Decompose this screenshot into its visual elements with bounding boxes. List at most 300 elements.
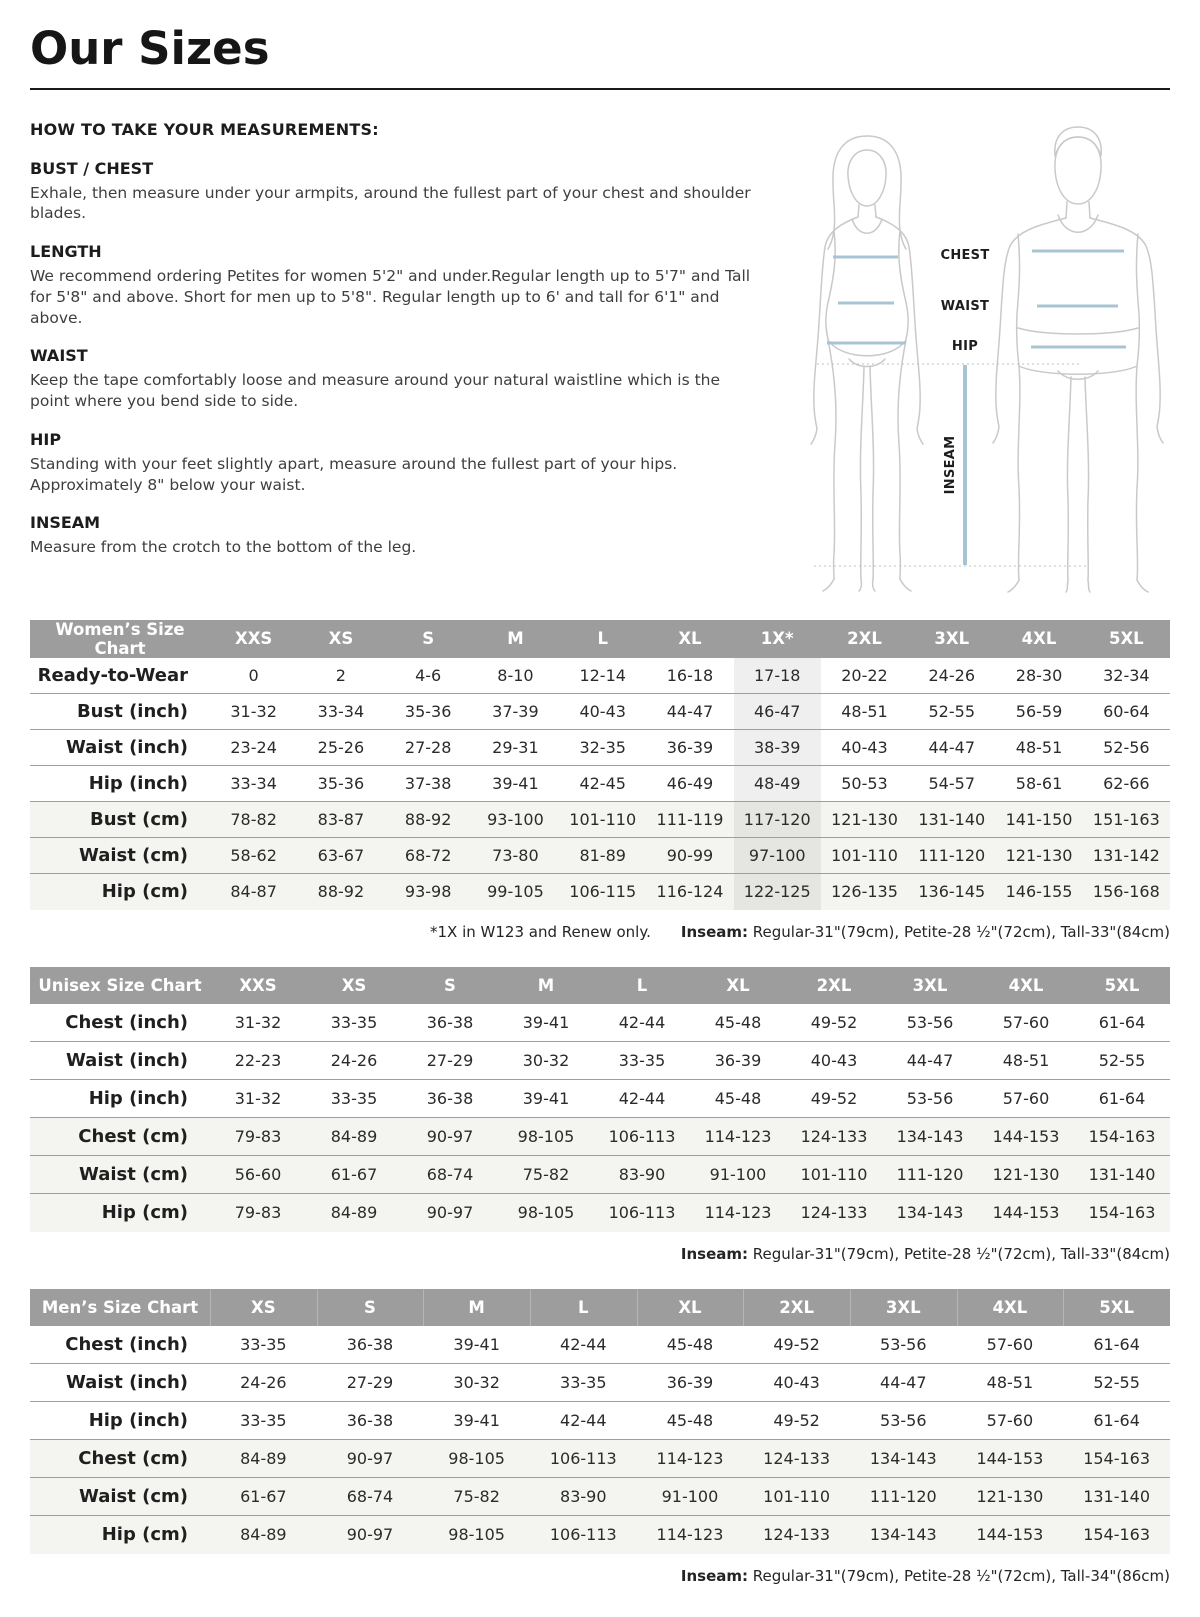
- size-cell: 39-41: [522, 1012, 570, 1032]
- inseam-note-values: Regular-31"(79cm), Petite-28 ½"(72cm), Tall-33"(84cm): [748, 1244, 1170, 1263]
- section-hip: [30, 430, 758, 496]
- size-cell: 106-113: [549, 1525, 617, 1545]
- column-header: S: [402, 967, 498, 1004]
- size-cell: 39-41: [492, 774, 539, 793]
- size-cell: 90-97: [426, 1127, 474, 1146]
- size-cell: 79-83: [234, 1127, 282, 1146]
- column-header: M: [498, 967, 594, 1004]
- table-row: [30, 1402, 1170, 1440]
- size-cell: 93-100: [487, 810, 544, 829]
- section-body: Standing with your feet slightly apart, measure around the fullest part of your hips. Approximately 8" below your waist.: [30, 454, 678, 494]
- size-cell: 134-143: [896, 1127, 964, 1146]
- size-cell: 84-87: [230, 882, 277, 902]
- size-cell: 48-51: [1002, 1051, 1050, 1070]
- size-cell: 39-41: [453, 1334, 500, 1354]
- table-header-row: [30, 620, 1170, 658]
- size-cell: 36-38: [346, 1334, 394, 1354]
- size-cell: 114-123: [656, 1449, 724, 1468]
- row-label: Waist (cm): [79, 1486, 188, 1507]
- size-cell: 45-48: [714, 1012, 762, 1032]
- size-cell: 101-110: [569, 810, 637, 829]
- mens-table-footnotes: [30, 1567, 1170, 1585]
- size-cell: 75-82: [522, 1165, 570, 1184]
- size-cell: 39-41: [522, 1089, 570, 1108]
- womens-size-chart-table: [30, 620, 1170, 910]
- column-header: S: [317, 1289, 424, 1326]
- size-cell: 33-35: [560, 1373, 607, 1392]
- size-cell: 81-89: [579, 846, 626, 865]
- size-cell: 121-130: [831, 810, 898, 829]
- row-label: Waist (cm): [79, 845, 188, 866]
- size-cell: 144-153: [992, 1203, 1060, 1223]
- size-cell: 101-110: [831, 846, 898, 865]
- size-cell: 32-35: [579, 738, 626, 757]
- size-cell: 101-110: [800, 1165, 868, 1184]
- inseam-note-label: Inseam:: [680, 922, 749, 941]
- table-row: [30, 658, 1170, 694]
- row-label: Chest (cm): [78, 1448, 188, 1469]
- size-cell: 90-97: [346, 1525, 394, 1545]
- size-cell: 24-26: [928, 665, 975, 685]
- table-row: [30, 874, 1170, 910]
- unisex-size-chart-table: [30, 967, 1170, 1232]
- table-title: Women’s Size Chart: [30, 620, 210, 658]
- section-heading: HIP: [30, 429, 62, 449]
- column-header: 1X*: [734, 620, 821, 658]
- size-cell: 68-72: [404, 846, 452, 865]
- size-cell: 50-53: [841, 774, 888, 793]
- size-cell: 151-163: [1092, 810, 1160, 829]
- size-cell: 61-64: [1098, 1012, 1146, 1032]
- section-body: We recommend ordering Petites for women 5'2" and under.Regular length up to 5'7" and Tall for 5'8" and above. Short for men up to 5'8". Regular length up to 6' and tall for 6'1" and above.: [30, 267, 751, 327]
- size-cell: 53-56: [906, 1089, 954, 1108]
- size-cell: 33-35: [240, 1334, 287, 1354]
- how-to-heading: HOW TO TAKE YOUR MEASUREMENTS:: [30, 119, 379, 139]
- size-cell: 61-64: [1098, 1089, 1146, 1108]
- size-cell: 111-120: [896, 1165, 964, 1184]
- womens-inseam-note: [681, 923, 1170, 941]
- size-cell: 141-150: [1005, 810, 1073, 829]
- table-row: [30, 1004, 1170, 1042]
- size-cell: 35-36: [317, 774, 365, 793]
- table-header-row: [30, 967, 1170, 1004]
- size-cell: 52-55: [928, 702, 975, 721]
- section-body: Measure from the crotch to the bottom of the leg.: [30, 538, 417, 557]
- size-cell: 144-153: [976, 1525, 1044, 1545]
- table-title: Men’s Size Chart: [30, 1289, 210, 1326]
- size-cell: 57-60: [1002, 1012, 1050, 1032]
- size-cell: 73-80: [492, 846, 539, 865]
- column-header: 4XL: [957, 1289, 1064, 1326]
- section-bust-chest: [30, 159, 758, 225]
- size-cell: 48-49: [734, 766, 821, 802]
- measurements-section: [30, 118, 1170, 598]
- size-cell: 156-168: [1092, 882, 1160, 902]
- size-cell: 29-31: [492, 738, 539, 757]
- waist-label: WAIST: [940, 298, 990, 314]
- size-cell: 54-57: [928, 774, 975, 793]
- size-cell: 12-14: [579, 665, 626, 685]
- size-cell: 78-82: [230, 810, 277, 829]
- hip-label: HIP: [951, 338, 979, 354]
- size-cell: 58-62: [230, 846, 277, 865]
- size-cell: 111-119: [656, 810, 724, 829]
- row-label: Bust (inch): [76, 701, 188, 722]
- size-cell: 97-100: [734, 838, 821, 874]
- size-cell: 62-66: [1103, 774, 1150, 793]
- size-cell: 84-89: [330, 1203, 378, 1223]
- inseam-note-values: Regular-31"(79cm), Petite-28 ½"(72cm), Tall-34"(86cm): [748, 1566, 1170, 1585]
- measurement-instructions: [30, 118, 758, 577]
- size-cell: 83-90: [560, 1487, 607, 1506]
- size-cell: 37-38: [404, 774, 452, 793]
- title-divider: [30, 88, 1170, 90]
- table-row: [30, 1080, 1170, 1118]
- row-label: Chest (inch): [65, 1011, 188, 1033]
- size-cell: 36-38: [346, 1411, 394, 1430]
- size-cell: 45-48: [666, 1334, 714, 1354]
- table-row: [30, 1118, 1170, 1156]
- column-header: L: [530, 1289, 637, 1326]
- size-cell: 36-39: [666, 738, 714, 757]
- size-cell: 52-55: [1093, 1373, 1140, 1392]
- table-row: [30, 1364, 1170, 1402]
- size-cell: 124-133: [800, 1203, 868, 1223]
- size-cell: 33-35: [330, 1089, 378, 1108]
- size-cell: 4-6: [415, 665, 442, 685]
- measurement-illustration: [770, 114, 1170, 598]
- size-cell: 144-153: [992, 1127, 1060, 1146]
- size-cell: 40-43: [773, 1373, 820, 1392]
- size-cell: 114-123: [704, 1127, 772, 1146]
- size-cell: 91-100: [709, 1165, 767, 1184]
- size-cell: 36-38: [426, 1012, 474, 1032]
- size-cell: 154-163: [1088, 1203, 1156, 1223]
- size-cell: 44-47: [906, 1051, 954, 1070]
- size-cell: 44-47: [666, 702, 714, 721]
- size-cell: 30-32: [453, 1373, 500, 1392]
- size-cell: 122-125: [734, 874, 821, 910]
- column-header: 4XL: [995, 620, 1082, 658]
- size-cell: 98-105: [448, 1449, 505, 1468]
- size-cell: 23-24: [230, 738, 277, 757]
- size-cell: 90-99: [666, 846, 714, 865]
- row-label: Chest (cm): [78, 1126, 188, 1147]
- size-cell: 36-39: [714, 1051, 762, 1070]
- size-cell: 40-43: [810, 1051, 858, 1070]
- size-cell: 28-30: [1015, 665, 1063, 685]
- size-cell: 42-44: [560, 1334, 607, 1354]
- size-cell: 24-26: [330, 1051, 378, 1070]
- row-label: Hip (cm): [101, 881, 188, 903]
- size-cell: 8-10: [497, 665, 534, 685]
- size-cell: 42-45: [579, 774, 626, 793]
- column-header: 5XL: [1083, 620, 1170, 658]
- size-cell: 27-29: [346, 1373, 394, 1392]
- mens-size-chart-table: [30, 1289, 1170, 1554]
- size-cell: 53-56: [906, 1012, 954, 1032]
- size-cell: 32-34: [1103, 665, 1150, 685]
- row-label: Waist (inch): [65, 737, 188, 758]
- size-cell: 44-47: [880, 1373, 927, 1392]
- column-header: XL: [646, 620, 733, 658]
- size-cell: 111-120: [869, 1487, 937, 1506]
- size-cell: 114-123: [704, 1203, 772, 1223]
- table-row: [30, 1440, 1170, 1478]
- size-cell: 44-47: [928, 738, 975, 757]
- size-cell: 48-51: [1015, 738, 1063, 757]
- size-cell: 52-56: [1103, 738, 1150, 757]
- size-cell: 101-110: [763, 1487, 831, 1506]
- column-header: M: [472, 620, 559, 658]
- table-row: [30, 1194, 1170, 1232]
- size-cell: 91-100: [661, 1487, 719, 1506]
- row-label: Waist (inch): [65, 1050, 188, 1071]
- row-label: Ready-to-Wear: [37, 664, 188, 686]
- column-header: 2XL: [786, 967, 882, 1004]
- row-label: Hip (inch): [88, 1088, 188, 1109]
- size-cell: 68-74: [426, 1165, 474, 1184]
- size-cell: 57-60: [986, 1334, 1034, 1354]
- size-cell: 61-67: [330, 1165, 378, 1184]
- row-label: Chest (inch): [65, 1333, 188, 1355]
- table-row: [30, 838, 1170, 874]
- size-cell: 2: [335, 665, 346, 685]
- inseam-note-values: Regular-31"(79cm), Petite-28 ½"(72cm), Tall-33"(84cm): [748, 922, 1170, 941]
- section-body: Exhale, then measure under your armpits, around the fullest part of your chest and shoulder blades.: [30, 183, 751, 223]
- size-cell: 90-97: [346, 1449, 394, 1468]
- column-header: L: [559, 620, 646, 658]
- column-header: 5XL: [1074, 967, 1170, 1004]
- size-cell: 24-26: [240, 1373, 287, 1392]
- column-header: XXS: [210, 620, 297, 658]
- size-cell: 17-18: [734, 658, 821, 694]
- row-label: Waist (inch): [65, 1372, 188, 1393]
- size-cell: 31-32: [234, 1012, 282, 1032]
- size-cell: 154-163: [1083, 1449, 1151, 1468]
- size-cell: 83-87: [317, 810, 365, 829]
- size-cell: 154-163: [1088, 1127, 1156, 1146]
- size-cell: 93-98: [404, 882, 452, 902]
- size-cell: 136-145: [918, 882, 986, 902]
- size-cell: 144-153: [976, 1449, 1044, 1468]
- size-cell: 111-120: [918, 846, 986, 865]
- column-header: XS: [210, 1289, 317, 1326]
- column-header: XL: [690, 967, 786, 1004]
- inseam-note-label: Inseam:: [680, 1566, 749, 1585]
- size-cell: 56-60: [234, 1165, 282, 1184]
- size-cell: 131-140: [1088, 1165, 1156, 1184]
- size-cell: 35-36: [404, 702, 452, 721]
- table-row: [30, 766, 1170, 802]
- size-cell: 61-67: [240, 1487, 287, 1506]
- size-cell: 154-163: [1083, 1525, 1151, 1545]
- table-title: Unisex Size Chart: [30, 967, 210, 1004]
- column-header: 2XL: [743, 1289, 850, 1326]
- section-heading: WAIST: [30, 346, 88, 366]
- size-cell: 42-44: [560, 1411, 607, 1430]
- size-cell: 57-60: [1002, 1089, 1050, 1108]
- size-cell: 20-22: [841, 665, 888, 685]
- size-cell: 16-18: [666, 665, 714, 685]
- column-header: 3XL: [850, 1289, 957, 1326]
- size-cell: 84-89: [330, 1127, 378, 1146]
- table-header-row: [30, 1289, 1170, 1326]
- size-cell: 48-51: [986, 1373, 1034, 1392]
- column-header: XS: [297, 620, 384, 658]
- size-cell: 124-133: [800, 1127, 868, 1146]
- size-cell: 146-155: [1005, 882, 1073, 902]
- size-cell: 46-49: [666, 774, 714, 793]
- section-body: Keep the tape comfortably loose and measure around your natural waistline which is the point where you bend side to side.: [30, 371, 721, 411]
- table-row: [30, 802, 1170, 838]
- size-cell: 57-60: [986, 1411, 1034, 1430]
- column-header: 5XL: [1063, 1289, 1170, 1326]
- size-cell: 83-90: [618, 1165, 666, 1184]
- size-cell: 49-52: [773, 1334, 820, 1354]
- inseam-note-label: Inseam:: [680, 1244, 749, 1263]
- size-cell: 75-82: [453, 1487, 500, 1506]
- size-cell: 68-74: [346, 1487, 394, 1506]
- table-row: [30, 1042, 1170, 1080]
- size-cell: 106-113: [549, 1449, 617, 1468]
- column-header: L: [594, 967, 690, 1004]
- size-cell: 49-52: [810, 1089, 858, 1108]
- size-cell: 124-133: [763, 1449, 831, 1468]
- column-header: XL: [637, 1289, 744, 1326]
- section-inseam: [30, 513, 758, 558]
- size-cell: 134-143: [869, 1525, 937, 1545]
- size-cell: 42-44: [618, 1089, 666, 1108]
- man-figure-outline: [993, 127, 1163, 592]
- column-header: 4XL: [978, 967, 1074, 1004]
- size-cell: 52-55: [1098, 1051, 1146, 1070]
- size-cell: 98-105: [517, 1203, 575, 1223]
- size-cell: 39-41: [453, 1411, 500, 1430]
- column-header: 2XL: [821, 620, 908, 658]
- mens-inseam-note: [681, 1567, 1170, 1585]
- size-cell: 126-135: [831, 882, 898, 902]
- size-cell: 61-64: [1093, 1334, 1140, 1354]
- size-cell: 121-130: [992, 1165, 1060, 1184]
- column-header: 3XL: [882, 967, 978, 1004]
- size-cell: 114-123: [656, 1525, 724, 1545]
- size-cell: 37-39: [492, 702, 539, 721]
- column-header: S: [385, 620, 472, 658]
- inseam-label: INSEAM: [943, 435, 958, 494]
- size-cell: 25-26: [317, 738, 365, 757]
- size-cell: 40-43: [841, 738, 888, 757]
- table-row: [30, 1156, 1170, 1194]
- size-cell: 45-48: [666, 1411, 714, 1430]
- row-label: Bust (cm): [90, 809, 188, 830]
- unisex-inseam-note: [681, 1245, 1170, 1263]
- size-cell: 99-105: [487, 882, 544, 902]
- row-label: Hip (inch): [88, 773, 188, 794]
- size-cell: 36-39: [666, 1373, 714, 1392]
- table-row: [30, 694, 1170, 730]
- size-cell: 33-35: [330, 1012, 378, 1032]
- chest-label: CHEST: [940, 247, 990, 263]
- size-cell: 131-140: [918, 810, 986, 829]
- size-cell: 53-56: [880, 1411, 927, 1430]
- column-header: XXS: [210, 967, 306, 1004]
- size-cell: 45-48: [714, 1089, 762, 1108]
- section-waist: [30, 346, 758, 412]
- table-row: [30, 1516, 1170, 1554]
- size-cell: 36-38: [426, 1089, 474, 1108]
- size-cell: 40-43: [579, 702, 626, 721]
- size-cell: 33-34: [230, 774, 277, 793]
- table-row: [30, 1478, 1170, 1516]
- size-cell: 88-92: [317, 882, 365, 902]
- size-cell: 22-23: [234, 1051, 282, 1070]
- size-cell: 121-130: [976, 1487, 1044, 1506]
- column-header: M: [423, 1289, 530, 1326]
- table-row: [30, 730, 1170, 766]
- size-cell: 46-47: [734, 694, 821, 730]
- size-cell: 84-89: [240, 1525, 287, 1545]
- size-cell: 131-140: [1083, 1487, 1151, 1506]
- size-cell: 30-32: [522, 1051, 570, 1070]
- size-cell: 106-113: [608, 1127, 676, 1146]
- size-cell: 38-39: [734, 730, 821, 766]
- size-cell: 58-61: [1015, 774, 1063, 793]
- size-cell: 31-32: [230, 702, 277, 721]
- size-cell: 53-56: [880, 1334, 927, 1354]
- section-length: [30, 242, 758, 328]
- table-row: [30, 1326, 1170, 1364]
- size-cell: 134-143: [869, 1449, 937, 1468]
- size-cell: 0: [248, 665, 259, 685]
- row-label: Hip (cm): [101, 1202, 188, 1224]
- size-cell: 63-67: [317, 846, 365, 865]
- size-cell: 117-120: [734, 802, 821, 838]
- size-cell: 31-32: [234, 1089, 282, 1108]
- size-cell: 106-115: [569, 882, 637, 902]
- size-cell: 131-142: [1092, 846, 1160, 865]
- size-cell: 33-35: [240, 1411, 287, 1430]
- size-cell: 61-64: [1093, 1411, 1140, 1430]
- size-cell: 49-52: [773, 1411, 820, 1430]
- size-cell: 60-64: [1103, 702, 1150, 721]
- size-cell: 90-97: [426, 1203, 474, 1223]
- size-cell: 134-143: [896, 1203, 964, 1223]
- size-cell: 84-89: [240, 1449, 287, 1468]
- row-label: Hip (cm): [101, 1524, 188, 1546]
- column-header: XS: [306, 967, 402, 1004]
- size-cell: 27-28: [404, 738, 452, 757]
- size-cell: 88-92: [404, 810, 452, 829]
- size-cell: 48-51: [841, 702, 888, 721]
- section-heading: INSEAM: [30, 513, 101, 533]
- section-heading: LENGTH: [30, 242, 102, 262]
- size-cell: 79-83: [234, 1203, 282, 1223]
- body-measurement-diagram: [770, 114, 1170, 594]
- size-cell: 56-59: [1015, 702, 1063, 721]
- womens-table-footnotes: [30, 923, 1170, 941]
- size-cell: 42-44: [618, 1012, 666, 1032]
- section-heading: BUST / CHEST: [30, 158, 154, 178]
- size-cell: 116-124: [656, 882, 724, 902]
- row-label: Waist (cm): [79, 1164, 188, 1185]
- page-title: Our Sizes: [30, 22, 270, 75]
- one-x-footnote: *1X in W123 and Renew only.: [430, 922, 651, 941]
- size-cell: 33-34: [317, 702, 365, 721]
- column-header: 3XL: [908, 620, 995, 658]
- size-cell: 98-105: [517, 1127, 575, 1146]
- size-cell: 106-113: [608, 1203, 676, 1223]
